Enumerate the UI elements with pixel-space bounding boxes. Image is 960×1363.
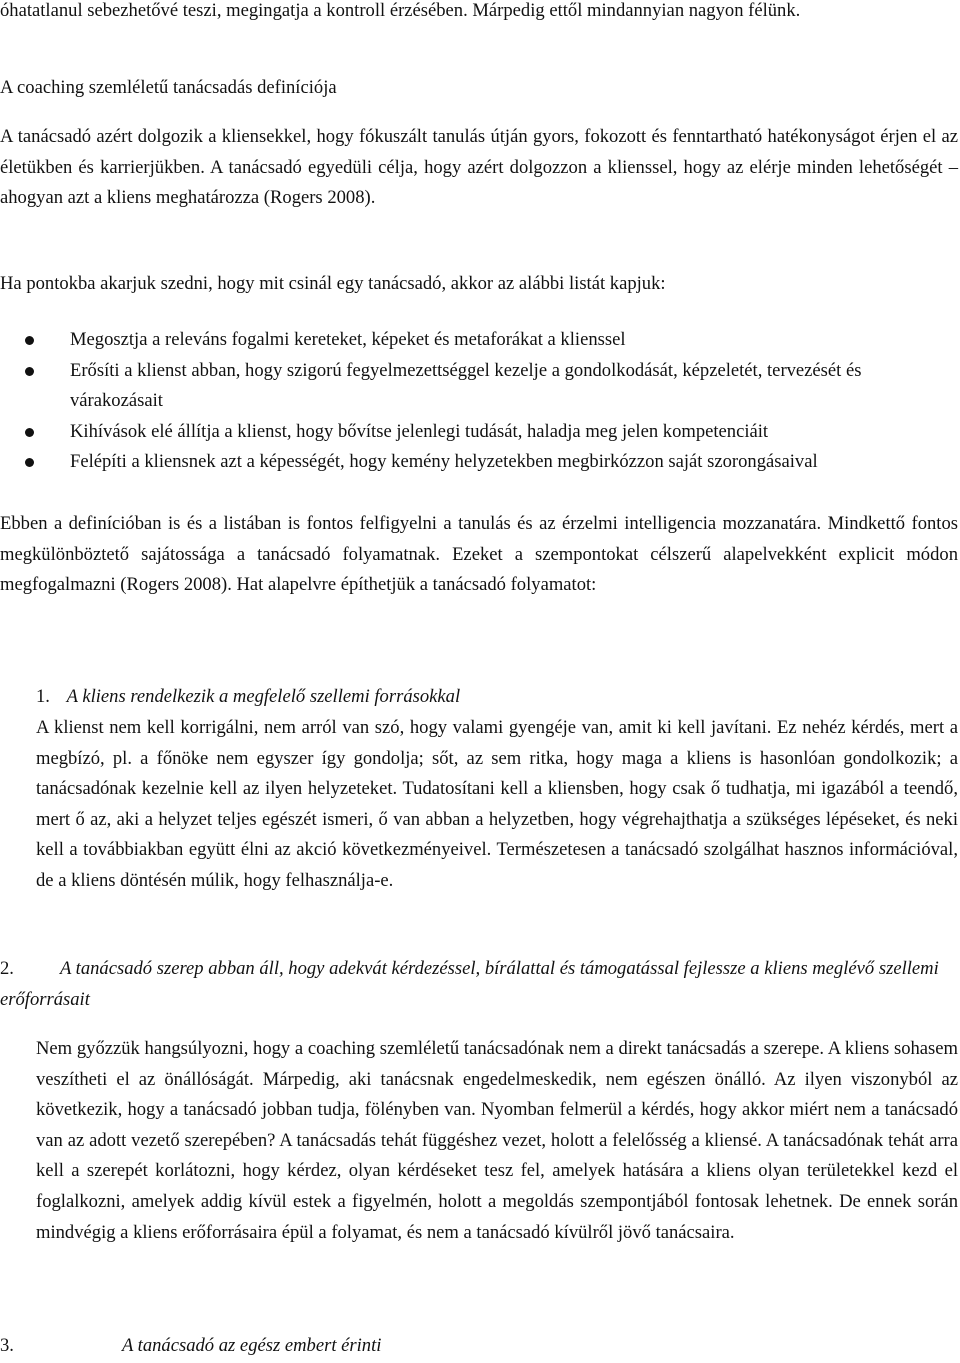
list-item-text: Felépíti a kliensnek azt a képességét, hogy kemény helyzetekben megbirkózzon saját szorongásaival xyxy=(70,451,818,473)
bullet-dot-icon xyxy=(25,367,34,376)
list-item-text: Megosztja a releváns fogalmi kereteket, képeket és metaforákat a klienssel xyxy=(70,329,626,350)
list-item xyxy=(0,356,958,417)
bullet-dot-icon xyxy=(25,458,34,467)
list-item-text: Erősíti a klienst abban, hogy szigorú fegyelmezettséggel kezelje a gondolkodását, képzeletét, tervezését és várakozásait xyxy=(70,359,862,412)
principle-1-heading xyxy=(36,682,956,713)
list-item xyxy=(0,447,958,478)
principle-title: A kliens rendelkezik a megfelelő szellemi forrásokkal xyxy=(66,686,461,707)
principle-number: 3. xyxy=(0,1335,14,1356)
definition-heading: A coaching szemléletű tanácsadás definíciója xyxy=(0,77,337,98)
list-intro: Ha pontokba akarjuk szedni, hogy mit csinál egy tanácsadó, akkor az alábbi listát kapjuk: xyxy=(0,273,666,294)
principle-2-body: Nem győzzük hangsúlyozni, hogy a coaching szemléletű tanácsadónak nem a direkt tanácsadás a szerepe. A kliens sohasem veszítheti el az önállóságát. Márpedig, aki tanácsnak engedelmeskedik, nem egészen önálló. Az ilyen viszonyból az következik, hogy a tanácsadó jobban tudja, fölényben van. Nyomban felmerül a kérdés, hogy akkor miért nem a tanácsadó van az adott vezető szerepében? A tanácsadás tehát függéshez vezet, holott a felelősség a kliensé. A tanácsadónak tehát arra kell a szerepét korlátozni, hogy kérdez, olyan kérdéseket tesz fel, amelyek hatására a kliens olyan területekkel kezd el foglalkozni, amelyek addig kívül estek a figyelmén, holott a megoldás szempontjából fontosak lehetnek. De ennek során mindvégig a kliens erőforrásaira épül a folyamat, és nem a tanácsadó kívülről jövő tanácsaira. xyxy=(36,1038,958,1243)
after-list-paragraph: Ebben a definícióban is és a listában is fontos felfigyelni a tanulás és az érzelmi intelligencia mozzanatára. Mindkettő fontos megkülönböztető sajátossága a tanácsadó folyamatnak. Ezeket a szempontokat célszerű alapelvekként explicit módon megfogalmazni (Rogers 2008). Hat alapelvre építhetjük a tanácsadó folyamatot: xyxy=(0,513,958,596)
principle-1-body: A klienst nem kell korrigálni, nem arról van szó, hogy valami gyengéje van, amit ki kell javítani. Ez nehéz kérdés, mert a megbízó, pl. a főnöke nem egyszer így gondolja; sőt, az sem ritka, hogy maga a kliens is hasonlóan gondolkozik; a tanácsadónak kezelnie kell az ilyen helyzeteket. Tudatosítani kell a kliensben, hogy csak ő tudhatja, mi igazából a teendő, mert ő az, aki a helyzet teljes egészét ismeri, ő van abban a helyzetben, hogy végrehajthatja a szükséges lépéseket, és neki kell a továbbiakban együtt élni az akció következményeivel. Természetesen a tanácsadó szolgálhat hasznos információval, de a kliens döntésén múlik, hogy felhasználja-e. xyxy=(36,717,958,891)
principle-title: A tanácsadó szerep abban áll, hogy adekvát kérdezéssel, bírálattal és támogatással fejlessze a kliens meglévő szellemi erőforrásait xyxy=(0,958,939,1010)
list-item xyxy=(0,417,958,448)
list-item xyxy=(0,325,958,356)
bullet-dot-icon xyxy=(25,336,34,345)
principle-title: A tanácsadó az egész embert érinti xyxy=(122,1335,382,1356)
principle-2-heading xyxy=(0,954,958,1015)
intro-paragraph: óhatatlanul sebezhetővé teszi, megingatja a kontroll érzésében. Márpedig ettől mindannyian nagyon félünk. xyxy=(0,0,801,21)
bullet-dot-icon xyxy=(25,428,34,437)
principle-3-heading xyxy=(0,1331,958,1362)
principle-number: 1. xyxy=(36,686,50,707)
bullet-list xyxy=(0,325,958,478)
list-item-text: Kihívások elé állítja a klienst, hogy bővítse jelenlegi tudását, haladja meg jelen kompetenciáit xyxy=(70,420,769,442)
definition-paragraph: A tanácsadó azért dolgozik a kliensekkel, hogy fókuszált tanulás útján gyors, fokozott és fenntartható hatékonyságot érjen el az életükben és karrierjükben. A tanácsadó egyedüli célja, hogy azért dolgozzon a klienssel, hogy az elérje minden lehetőségét – ahogyan azt a kliens meghatározza (Rogers 2008). xyxy=(0,126,958,209)
principle-number: 2. xyxy=(0,958,14,979)
